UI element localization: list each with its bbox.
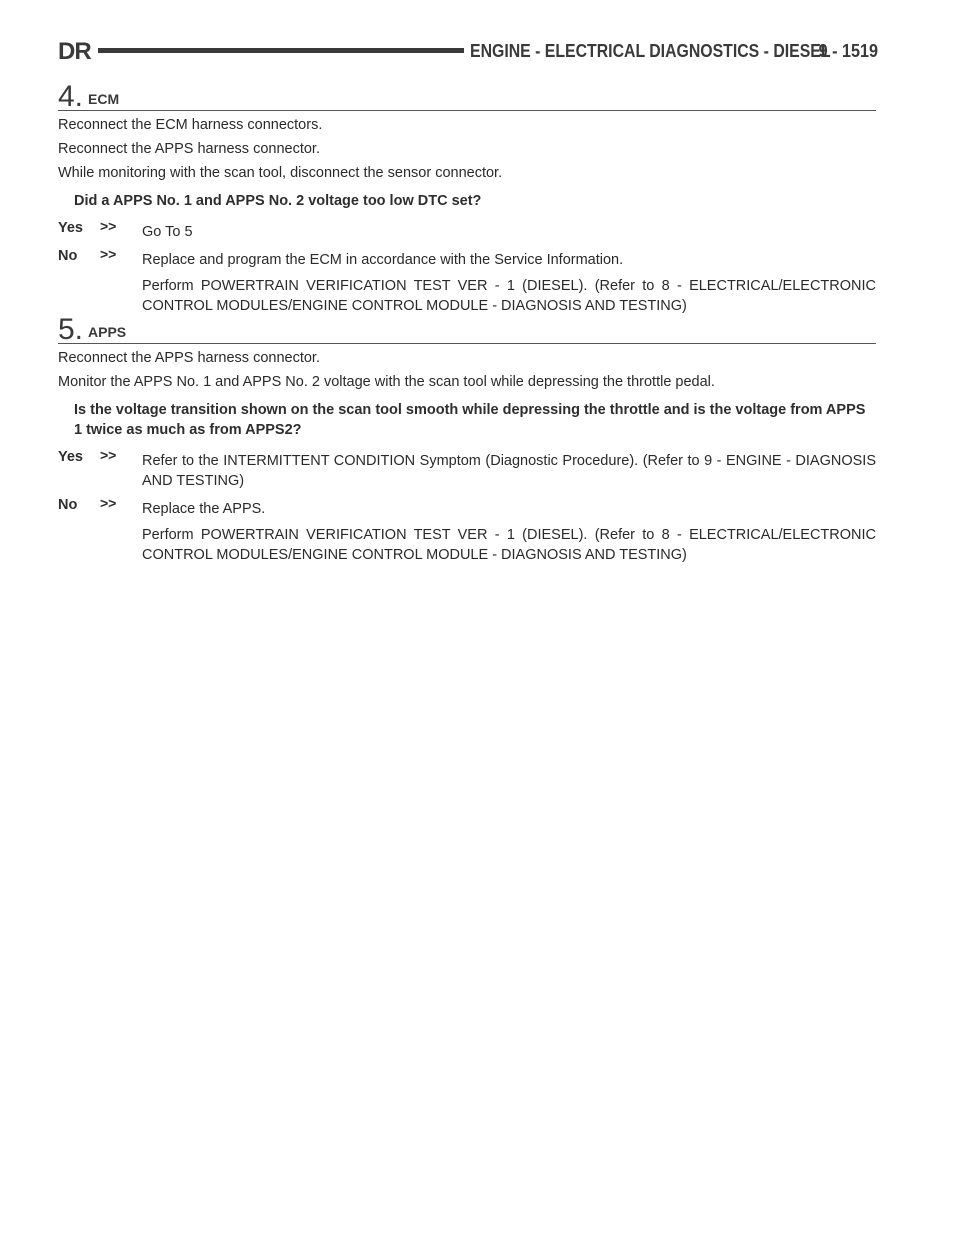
instruction: While monitoring with the scan tool, disconnect the sensor connector. (58, 165, 503, 181)
step-heading (58, 309, 876, 344)
answer-text: Perform POWERTRAIN VERIFICATION TEST VER - 1 (DIESEL). (Refer to 8 - ELECTRICAL/ELECTRONIC CONTROL MODULES/ENGINE CONTROL MODULE - DIAGNOSIS AND TESTING) (142, 527, 876, 563)
answer-arrow: >> (100, 447, 117, 463)
answer-key: No (58, 248, 78, 264)
step-number: 4. (58, 80, 84, 113)
header-model-code: DR (58, 38, 91, 65)
answer-yes (58, 218, 876, 242)
instruction: Reconnect the ECM harness connectors. (58, 117, 323, 133)
header-rule (98, 48, 464, 53)
answer-arrow: >> (100, 218, 117, 234)
answer-no (58, 246, 876, 316)
answer-no (58, 495, 876, 565)
step-4 (58, 76, 876, 316)
step-5 (58, 309, 876, 565)
step-title: ECM (88, 91, 120, 107)
answer-arrow: >> (100, 246, 117, 262)
test-question: Did a APPS No. 1 and APPS No. 2 voltage too low DTC set? (74, 193, 482, 209)
answer-key: Yes (58, 449, 83, 465)
header-page-number: 9 - 1519 (818, 41, 878, 61)
instruction: Monitor the APPS No. 1 and APPS No. 2 voltage with the scan tool while depressing the throttle pedal. (58, 374, 715, 390)
step-number: 5. (58, 313, 84, 346)
answer-text: Refer to the INTERMITTENT CONDITION Symptom (Diagnostic Procedure). (Refer to 9 - ENGINE - DIAGNOSIS AND TESTING) (142, 453, 876, 489)
answer-arrow: >> (100, 495, 117, 511)
page-header (58, 38, 878, 68)
answer-key: Yes (58, 220, 83, 236)
step-title: APPS (88, 324, 127, 340)
instruction: Reconnect the APPS harness connector. (58, 350, 320, 366)
answer-text: Replace and program the ECM in accordance with the Service Information. (142, 252, 624, 268)
answer-text: Go To 5 (142, 224, 193, 240)
answer-text: Replace the APPS. (142, 501, 266, 517)
answer-yes (58, 447, 876, 491)
test-question: Is the voltage transition shown on the scan tool smooth while depressing the throttle and is the voltage from APPS 1 twice as much as from APPS2? (74, 402, 866, 438)
instruction: Reconnect the APPS harness connector. (58, 141, 320, 157)
step-heading (58, 76, 876, 111)
answer-text: Perform POWERTRAIN VERIFICATION TEST VER - 1 (DIESEL). (Refer to 8 - ELECTRICAL/ELECTRONIC CONTROL MODULES/ENGINE CONTROL MODULE - DIAGNOSIS AND TESTING) (142, 278, 876, 314)
answer-key: No (58, 497, 78, 513)
header-section-title: ENGINE - ELECTRICAL DIAGNOSTICS - DIESEL (470, 41, 831, 61)
